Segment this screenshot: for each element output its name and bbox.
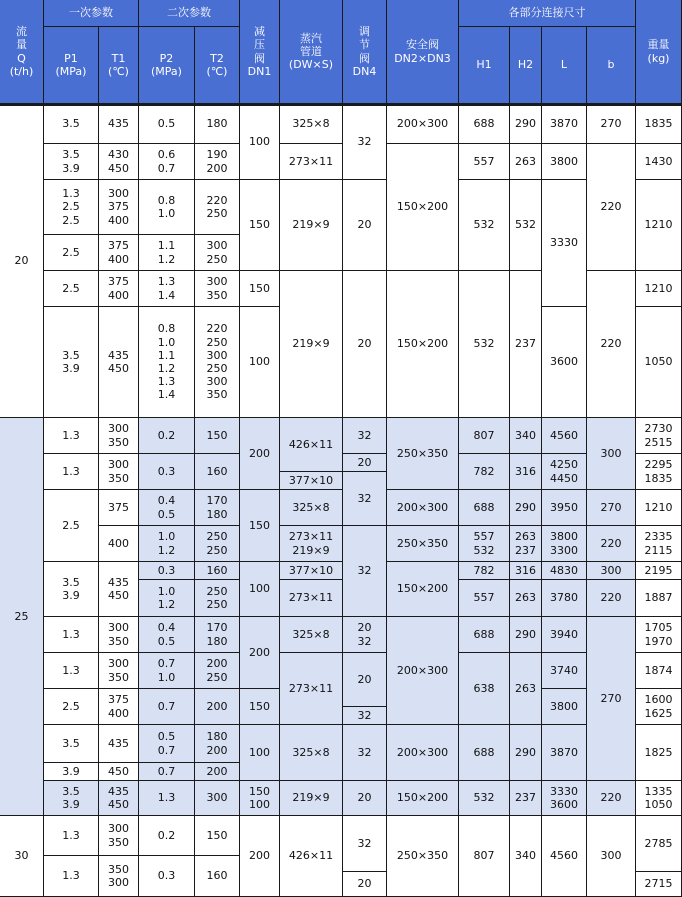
h1-cell: 688 <box>459 725 510 781</box>
h1-cell: 557 532 <box>459 526 510 562</box>
steam-pipe-cell: 377×10 <box>280 472 343 490</box>
steam-pipe-cell: 426×11 <box>280 816 343 897</box>
p1-cell: 3.5 3.9 <box>44 562 99 617</box>
b-cell: 300 <box>587 418 636 490</box>
h1-header: H1 <box>459 27 510 104</box>
h2-cell: 340 <box>510 816 542 897</box>
p2-cell: 0.6 0.7 <box>139 144 195 180</box>
steam-pipe-cell: 325×8 <box>280 725 343 781</box>
safety-valve-cell: 250×350 <box>387 816 459 897</box>
l-cell: 3800 3300 <box>542 526 587 562</box>
p1-cell: 1.3 <box>44 617 99 653</box>
weight-cell: 1705 1970 <box>636 617 682 653</box>
h2-cell: 263 <box>510 580 542 617</box>
steam-pipe-cell: 219×9 <box>280 781 343 816</box>
p2-cell: 0.2 <box>139 418 195 454</box>
weight-cell: 1210 <box>636 180 682 271</box>
regulating-valve-header: 调 节 阀 DN4 <box>343 0 387 104</box>
weight-header: 重量 (kg) <box>636 0 682 104</box>
b-cell: 220 <box>587 580 636 617</box>
p2-cell: 0.8 1.0 1.1 1.2 1.3 1.4 <box>139 307 195 418</box>
dn1-cell: 200 <box>240 617 280 689</box>
h2-cell: 237 <box>510 271 542 418</box>
p1-cell: 3.9 <box>44 763 99 781</box>
dn1-cell: 150 <box>240 271 280 307</box>
dn4-cell: 32 <box>343 725 387 781</box>
h2-cell: 532 <box>510 180 542 271</box>
b-cell: 300 <box>587 562 636 580</box>
t2-cell: 180 <box>195 104 240 144</box>
h1-cell: 638 <box>459 653 510 725</box>
p2-cell: 0.5 0.7 <box>139 725 195 763</box>
p2-header: P2 (MPa) <box>139 27 195 104</box>
l-cell: 4250 4450 <box>542 454 587 490</box>
t2-cell: 220 250 300 250 300 350 <box>195 307 240 418</box>
t1-cell: 435 450 <box>99 781 139 816</box>
safety-valve-cell: 250×350 <box>387 526 459 562</box>
dn4-cell: 20 <box>343 454 387 472</box>
t1-cell: 350 300 <box>99 856 139 897</box>
steam-pipe-cell: 325×8 <box>280 490 343 526</box>
p2-cell: 0.5 <box>139 104 195 144</box>
h1-cell: 557 <box>459 580 510 617</box>
p1-header: P1 (MPa) <box>44 27 99 104</box>
reducing-valve-header: 减 压 阀 DN1 <box>240 0 280 104</box>
p2-cell: 1.1 1.2 <box>139 235 195 271</box>
h1-cell: 807 <box>459 816 510 897</box>
steam-pipe-cell: 273×11 <box>280 144 343 180</box>
safety-valve-cell: 150×200 <box>387 144 459 271</box>
p1-cell: 3.5 3.9 <box>44 781 99 816</box>
dn4-cell: 20 <box>343 271 387 418</box>
safety-valve-cell: 150×200 <box>387 271 459 418</box>
b-cell: 270 <box>587 617 636 781</box>
b-cell: 220 <box>587 781 636 816</box>
steam-pipe-cell: 273×11 <box>280 653 343 725</box>
t1-header: T1 (℃) <box>99 27 139 104</box>
p1-cell: 1.3 2.5 2.5 <box>44 180 99 235</box>
t2-header: T2 (℃) <box>195 27 240 104</box>
l-cell: 3950 <box>542 490 587 526</box>
flow-cell: 25 <box>0 418 44 816</box>
p1-cell: 1.3 <box>44 418 99 454</box>
dn4-cell: 32 <box>343 816 387 872</box>
l-cell: 3870 <box>542 725 587 781</box>
safety-valve-cell: 250×350 <box>387 418 459 490</box>
weight-cell: 1835 <box>636 104 682 144</box>
t2-cell: 200 <box>195 763 240 781</box>
t1-cell: 435 <box>99 725 139 763</box>
p2-cell: 0.3 <box>139 856 195 897</box>
t2-cell: 150 <box>195 418 240 454</box>
dn1-cell: 150 <box>240 490 280 562</box>
h2-cell: 290 <box>510 490 542 526</box>
b-cell: 220 <box>587 526 636 562</box>
p1-cell: 3.5 3.9 <box>44 144 99 180</box>
dn1-cell: 200 <box>240 418 280 490</box>
t2-cell: 180 200 <box>195 725 240 763</box>
primary-params-header: 一次参数 <box>44 0 139 27</box>
t2-cell: 250 250 <box>195 580 240 617</box>
h1-cell: 532 <box>459 180 510 271</box>
h2-cell: 316 <box>510 562 542 580</box>
l-cell: 3330 3600 <box>542 781 587 816</box>
l-cell: 4830 <box>542 562 587 580</box>
dn1-cell: 100 <box>240 104 280 180</box>
safety-valve-cell: 200×300 <box>387 490 459 526</box>
p1-cell: 1.3 <box>44 653 99 689</box>
l-cell: 3780 <box>542 580 587 617</box>
t1-cell: 400 <box>99 526 139 562</box>
t1-cell: 300 350 <box>99 816 139 856</box>
b-cell: 220 <box>587 144 636 271</box>
dn4-cell: 32 <box>343 104 387 180</box>
b-cell: 220 <box>587 271 636 418</box>
steam-pipe-cell: 273×11 219×9 <box>280 526 343 562</box>
h2-cell: 290 <box>510 725 542 781</box>
dn4-cell: 32 <box>343 526 387 617</box>
p1-cell: 1.3 <box>44 454 99 490</box>
h2-cell: 340 <box>510 418 542 454</box>
weight-cell: 1874 <box>636 653 682 689</box>
p2-cell: 1.3 1.4 <box>139 271 195 307</box>
steam-pipe-cell: 219×9 <box>280 271 343 418</box>
t1-cell: 375 <box>99 490 139 526</box>
dn4-cell: 32 <box>343 472 387 526</box>
t1-cell: 430 450 <box>99 144 139 180</box>
h2-cell: 237 <box>510 781 542 816</box>
t2-cell: 220 250 <box>195 180 240 235</box>
header-divider <box>0 103 682 106</box>
l-cell: 4560 <box>542 418 587 454</box>
t1-cell: 375 400 <box>99 689 139 725</box>
p2-cell: 0.7 1.0 <box>139 653 195 689</box>
steam-pipe-cell: 377×10 <box>280 562 343 580</box>
h1-cell: 807 <box>459 418 510 454</box>
steam-pipe-cell: 273×11 <box>280 580 343 617</box>
p2-cell: 0.3 <box>139 454 195 490</box>
h1-cell: 557 <box>459 144 510 180</box>
t1-cell: 435 450 <box>99 562 139 617</box>
steam-pipe-cell: 426×11 <box>280 418 343 472</box>
h1-cell: 688 <box>459 104 510 144</box>
weight-cell: 1210 <box>636 271 682 307</box>
h1-cell: 782 <box>459 562 510 580</box>
weight-cell: 1887 <box>636 580 682 617</box>
dn4-cell: 20 <box>343 653 387 707</box>
l-cell: 3330 <box>542 180 587 307</box>
t2-cell: 160 <box>195 454 240 490</box>
p2-cell: 1.3 <box>139 781 195 816</box>
dimensions-header: 各部分连接尺寸 <box>459 0 636 27</box>
h1-cell: 532 <box>459 781 510 816</box>
p2-cell: 0.4 0.5 <box>139 490 195 526</box>
p1-cell: 3.5 <box>44 104 99 144</box>
p1-cell: 3.5 <box>44 725 99 763</box>
t2-cell: 200 <box>195 689 240 725</box>
dn1-cell: 100 <box>240 562 280 617</box>
weight-cell: 1600 1625 <box>636 689 682 725</box>
secondary-params-header: 二次参数 <box>139 0 240 27</box>
dn4-cell: 32 <box>343 707 387 725</box>
h2-cell: 263 <box>510 653 542 725</box>
b-cell: 300 <box>587 816 636 897</box>
safety-valve-cell: 200×300 <box>387 617 459 725</box>
safety-valve-cell: 200×300 <box>387 104 459 144</box>
p2-cell: 1.0 1.2 <box>139 526 195 562</box>
h1-cell: 688 <box>459 617 510 653</box>
weight-cell: 2785 <box>636 816 682 872</box>
p1-cell: 2.5 <box>44 490 99 562</box>
t1-cell: 300 350 <box>99 653 139 689</box>
weight-cell: 2715 <box>636 872 682 897</box>
t2-cell: 300 350 <box>195 271 240 307</box>
weight-cell: 1825 <box>636 725 682 781</box>
t2-cell: 170 180 <box>195 490 240 526</box>
l-cell: 3800 <box>542 689 587 725</box>
t2-cell: 160 <box>195 856 240 897</box>
t2-cell: 160 <box>195 562 240 580</box>
weight-cell: 2730 2515 <box>636 418 682 454</box>
dn4-cell: 20 32 <box>343 617 387 653</box>
steam-pipe-header: 蒸汽 管道 (DW×S) <box>280 0 343 104</box>
safety-valve-cell: 150×200 <box>387 562 459 617</box>
l-cell: 3940 <box>542 617 587 653</box>
weight-cell: 1210 <box>636 490 682 526</box>
t1-cell: 450 <box>99 763 139 781</box>
steam-pipe-cell: 325×8 <box>280 104 343 144</box>
t1-cell: 300 350 <box>99 454 139 490</box>
h2-cell: 290 <box>510 104 542 144</box>
weight-cell: 1335 1050 <box>636 781 682 816</box>
t2-cell: 150 <box>195 816 240 856</box>
safety-valve-header: 安全阀 DN2×DN3 <box>387 0 459 104</box>
p1-cell: 2.5 <box>44 689 99 725</box>
l-cell: 3740 <box>542 653 587 689</box>
p2-cell: 0.7 <box>139 689 195 725</box>
h2-cell: 263 <box>510 144 542 180</box>
p1-cell: 1.3 <box>44 816 99 856</box>
dn1-cell: 150 <box>240 180 280 271</box>
t2-cell: 170 180 <box>195 617 240 653</box>
b-header: b <box>587 27 636 104</box>
p2-cell: 0.8 1.0 <box>139 180 195 235</box>
t2-cell: 200 250 <box>195 653 240 689</box>
b-cell: 270 <box>587 104 636 144</box>
h2-cell: 316 <box>510 454 542 490</box>
weight-cell: 2295 1835 <box>636 454 682 490</box>
p1-cell: 3.5 3.9 <box>44 307 99 418</box>
l-cell: 3800 <box>542 144 587 180</box>
t2-cell: 250 250 <box>195 526 240 562</box>
dn4-cell: 32 <box>343 418 387 454</box>
b-cell: 270 <box>587 490 636 526</box>
h2-cell: 290 <box>510 617 542 653</box>
h2-cell: 263 237 <box>510 526 542 562</box>
p2-cell: 0.7 <box>139 763 195 781</box>
h1-cell: 532 <box>459 271 510 418</box>
h1-cell: 688 <box>459 490 510 526</box>
t1-cell: 300 350 <box>99 617 139 653</box>
dn1-cell: 100 <box>240 307 280 418</box>
p1-cell: 2.5 <box>44 235 99 271</box>
flow-header: 流 量 Q (t/h) <box>0 0 44 104</box>
h1-cell: 782 <box>459 454 510 490</box>
dn1-cell: 200 <box>240 816 280 897</box>
l-cell: 3870 <box>542 104 587 144</box>
t1-cell: 300 350 <box>99 418 139 454</box>
weight-cell: 2335 2115 <box>636 526 682 562</box>
dn1-cell: 100 <box>240 725 280 781</box>
steam-pipe-cell: 219×9 <box>280 180 343 271</box>
safety-valve-cell: 200×300 <box>387 725 459 781</box>
dn4-cell: 20 <box>343 872 387 897</box>
steam-pipe-cell: 325×8 <box>280 617 343 653</box>
t2-cell: 190 200 <box>195 144 240 180</box>
weight-cell: 2195 <box>636 562 682 580</box>
weight-cell: 1430 <box>636 144 682 180</box>
p2-cell: 0.2 <box>139 816 195 856</box>
t1-cell: 300 375 400 <box>99 180 139 235</box>
t1-cell: 375 400 <box>99 235 139 271</box>
t1-cell: 375 400 <box>99 271 139 307</box>
dn4-cell: 20 <box>343 180 387 271</box>
p2-cell: 1.0 1.2 <box>139 580 195 617</box>
h2-header: H2 <box>510 27 542 104</box>
flow-cell: 30 <box>0 816 44 897</box>
flow-cell: 20 <box>0 104 44 418</box>
t2-cell: 300 250 <box>195 235 240 271</box>
l-cell: 4560 <box>542 816 587 897</box>
l-cell: 3600 <box>542 307 587 418</box>
p1-cell: 2.5 <box>44 271 99 307</box>
p2-cell: 0.4 0.5 <box>139 617 195 653</box>
weight-cell: 1050 <box>636 307 682 418</box>
t1-cell: 435 <box>99 104 139 144</box>
t1-cell: 435 450 <box>99 307 139 418</box>
dn1-cell: 150 100 <box>240 781 280 816</box>
p2-cell: 0.3 <box>139 562 195 580</box>
p1-cell: 1.3 <box>44 856 99 897</box>
safety-valve-cell: 150×200 <box>387 781 459 816</box>
l-header: L <box>542 27 587 104</box>
t2-cell: 300 <box>195 781 240 816</box>
dn1-cell: 150 <box>240 689 280 725</box>
dn4-cell: 20 <box>343 781 387 816</box>
